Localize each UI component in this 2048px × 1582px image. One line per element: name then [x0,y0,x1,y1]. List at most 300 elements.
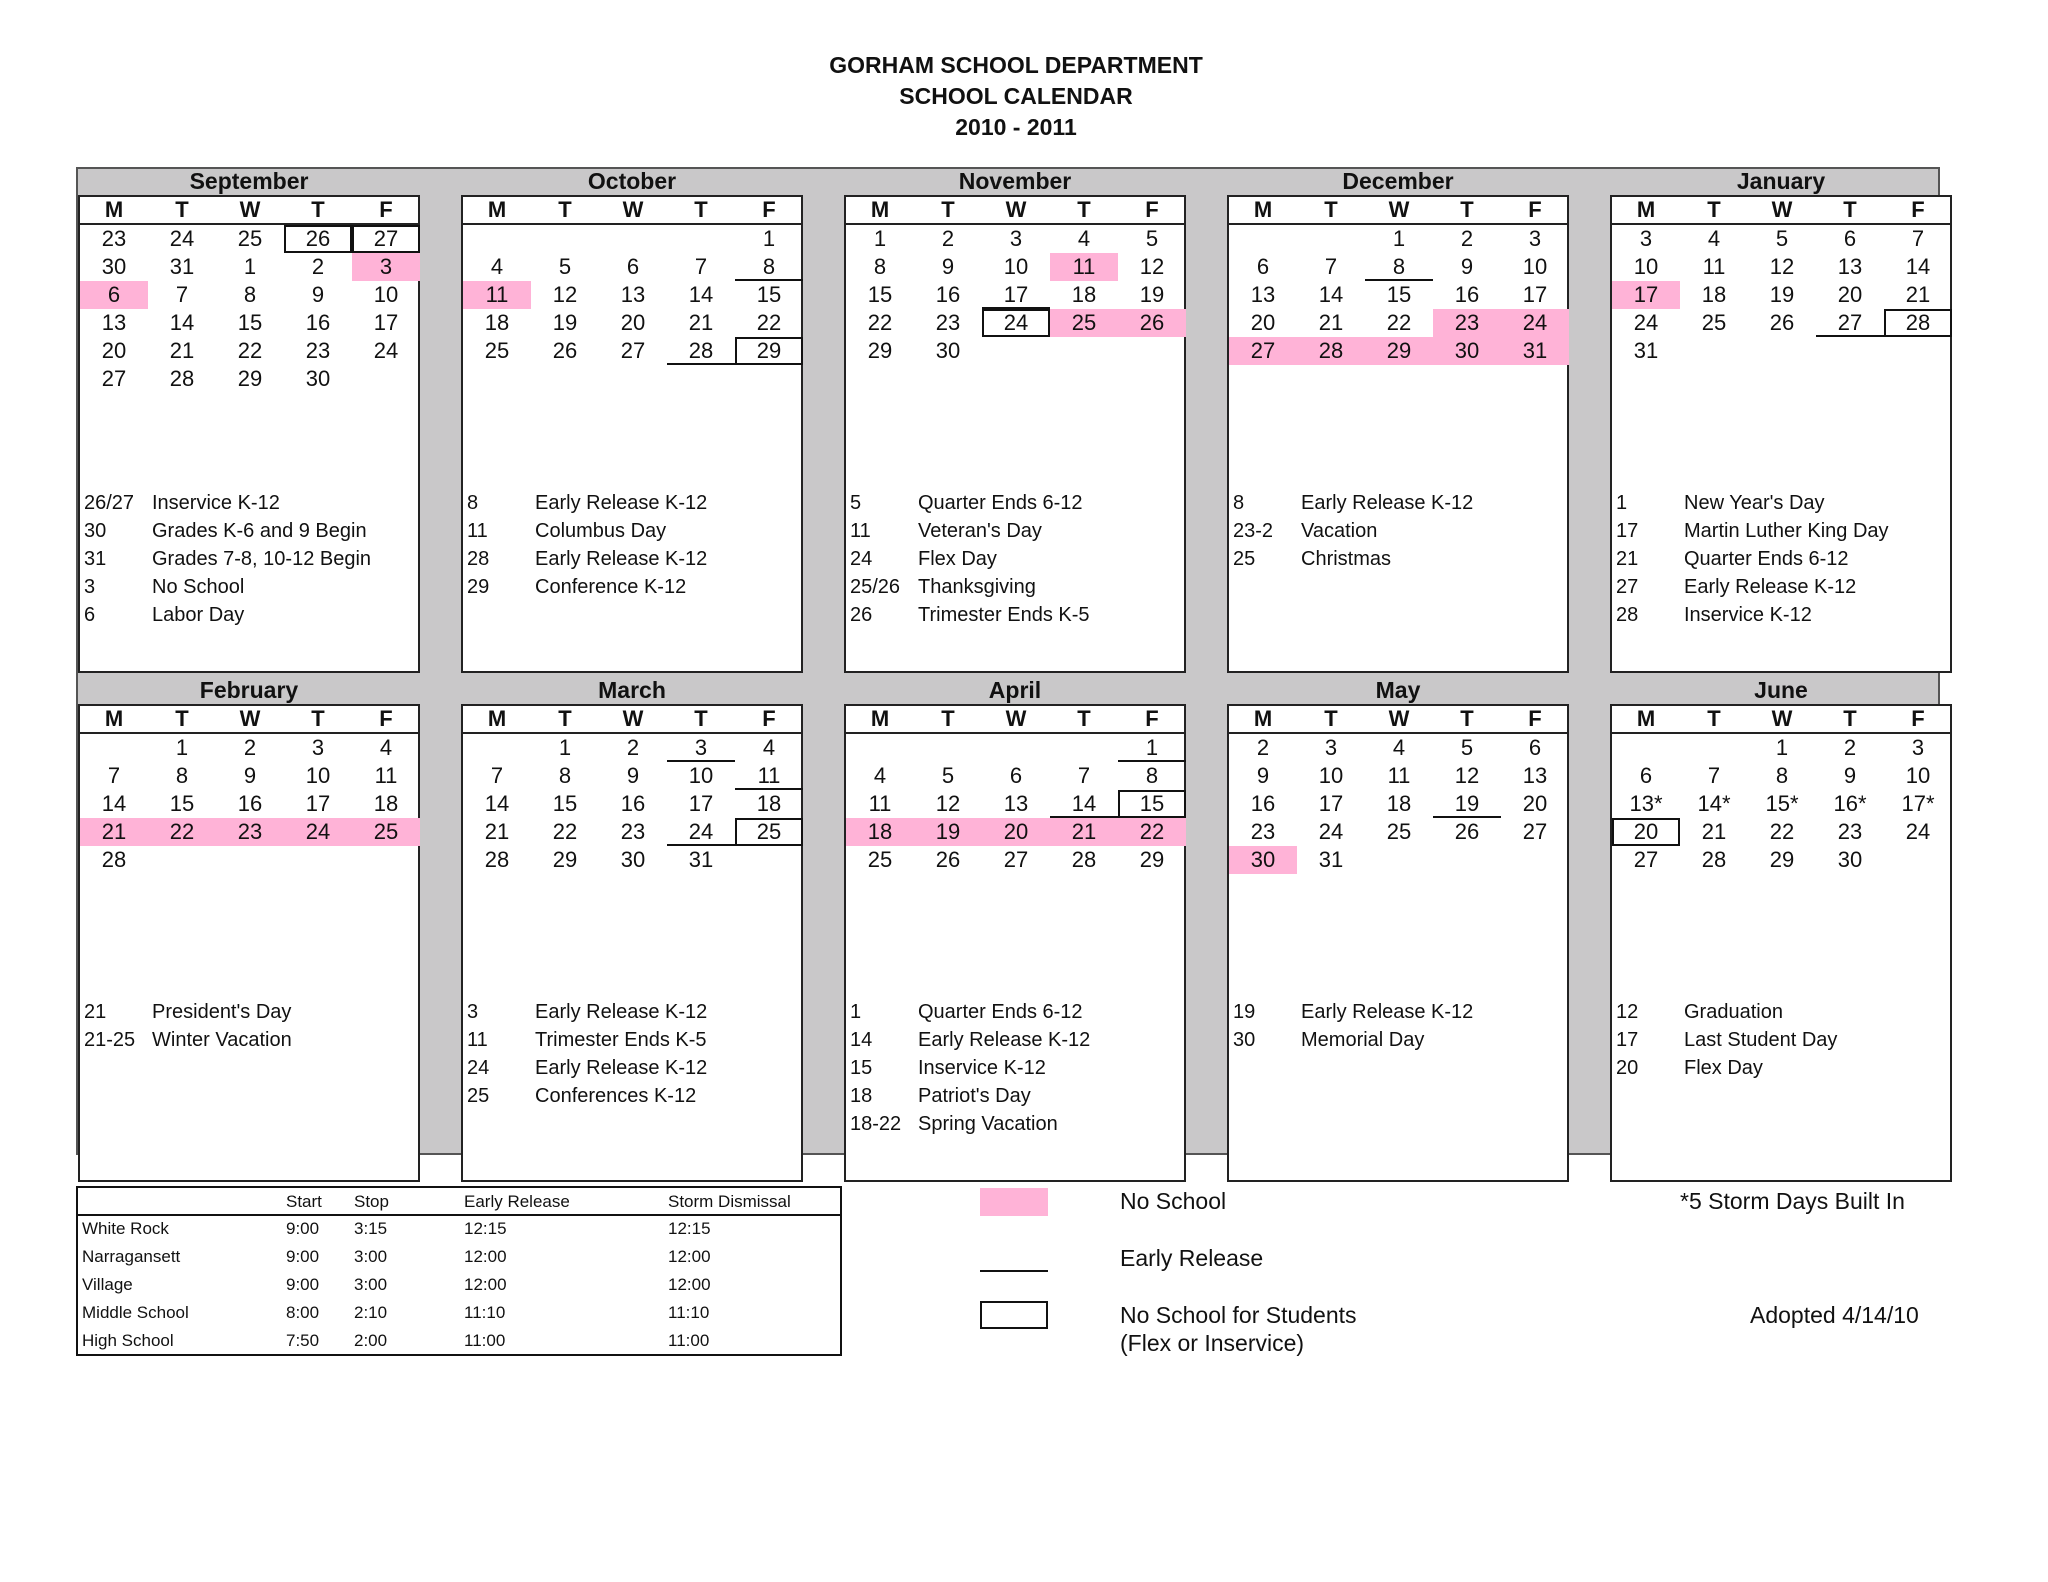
calendar-day: 15* [1765,791,1799,816]
month-panel [78,704,420,1182]
calendar-day: 27 [1229,337,1297,365]
school-times-table [76,1186,842,1356]
calendar-day: 6 [80,281,148,309]
schedule-cell: 9:00 [286,1275,320,1294]
event-description: Labor Day [152,604,245,626]
month-name: June [1754,677,1808,703]
schedule-school-name: White Rock [82,1219,169,1238]
weekday-label: T [941,706,955,731]
schedule-cell: 8:00 [286,1303,320,1322]
month-panel [1227,195,1569,673]
weekday-header [80,197,418,225]
event-description: Patriot's Day [918,1085,1031,1107]
calendar-event [1233,1026,1424,1054]
weekday-label: T [1843,197,1857,222]
weekday-label: T [941,197,955,222]
calendar-day: 1 [762,226,776,251]
calendar-day: 13* [1629,791,1663,816]
calendar-event [84,489,280,517]
calendar-day: 23 [216,818,284,846]
month-january [1610,167,1952,673]
schedule-school-name: Narragansett [82,1247,181,1266]
calendar-day: 3 [1911,735,1925,760]
month-panel [461,704,803,1182]
calendar-day: 19 [914,818,982,846]
weekday-label: W [239,706,261,731]
calendar-day: 3 [1639,226,1653,251]
calendar-day: 25 [352,818,420,846]
calendar-event [850,573,1036,601]
schedule-school-name: High School [82,1331,174,1350]
calendar-day: 14 [484,791,510,816]
calendar-day: 4 [873,763,887,788]
calendar-day: 30 [1229,846,1297,874]
calendar-event [850,489,1083,517]
calendar-day: 31 [1318,847,1344,872]
schedule-header: Stop [354,1192,389,1211]
calendar-day: 4 [762,735,776,760]
calendar-event [84,1026,292,1054]
event-date: 8 [1233,492,1245,514]
calendar-day: 15 [867,282,893,307]
weekday-label: W [1388,706,1410,731]
calendar-day: 25 [735,818,803,846]
calendar-day: 20 [620,310,646,335]
calendar-day: 10 [688,763,714,788]
no-school-swatch [980,1188,1048,1216]
calendar-day: 12 [1769,254,1795,279]
calendar-day: 15 [552,791,578,816]
calendar-day: 24 [667,818,735,846]
legend-no-school: No School [1120,1188,1227,1214]
weekday-label: M [104,706,124,731]
calendar-event [467,1082,696,1110]
weekday-header [1229,197,1567,225]
calendar-day: 21 [1905,282,1931,307]
calendar-day: 7 [107,763,121,788]
calendar-day: 1 [558,735,572,760]
weekday-label: W [1005,197,1027,222]
event-date: 8 [467,492,479,514]
event-description: New Year's Day [1684,492,1825,514]
calendar-day: 14* [1697,791,1731,816]
calendar-event [850,545,997,573]
calendar-day: 6 [1528,735,1542,760]
event-date: 1 [1616,492,1628,514]
month-march [461,676,803,1182]
calendar-day: 4 [1707,226,1721,251]
calendar-day: 14 [1050,790,1118,818]
month-name: March [598,677,666,703]
event-description: Early Release K-12 [1301,1001,1474,1023]
event-description: President's Day [152,1001,292,1023]
calendar-day: 23 [1837,819,1863,844]
calendar-day: 15 [237,310,263,335]
calendar-day: 27 [1816,309,1884,337]
calendar-day: 10 [1633,254,1659,279]
calendar-day: 16 [620,791,646,816]
calendar-day: 17 [305,791,331,816]
calendar-day: 27 [1003,847,1029,872]
weekday-label: F [1145,197,1159,222]
calendar-day: 27 [101,366,127,391]
event-date: 12 [1616,1001,1639,1023]
calendar-day: 7 [1077,763,1091,788]
event-description: Graduation [1684,1001,1783,1023]
calendar-day: 21 [1050,818,1118,846]
calendar-day: 31 [1501,337,1569,365]
weekday-label: M [487,197,507,222]
event-description: Trimester Ends K-5 [535,1029,707,1051]
calendar-day: 9 [311,282,325,307]
calendar-day: 2 [941,226,955,251]
calendar-day: 2 [1843,735,1857,760]
calendar-day: 16* [1833,791,1867,816]
calendar-grid [76,167,1940,1155]
event-description: Flex Day [918,548,997,570]
calendar-event [84,601,244,629]
calendar-day: 10 [1905,763,1931,788]
calendar-day: 25 [867,847,893,872]
calendar-day: 22 [1769,819,1795,844]
calendar-day: 26 [284,225,352,253]
calendar-day: 23 [1250,819,1276,844]
event-date: 23-2 [1233,520,1274,542]
calendar-day: 29 [867,338,893,363]
weekday-label: F [1528,706,1542,731]
calendar-day: 20 [1250,310,1276,335]
calendar-day: 26 [1769,310,1795,335]
weekday-label: M [104,197,124,222]
calendar-day: 22 [148,818,216,846]
calendar-day: 3 [1009,226,1023,251]
calendar-day: 3 [667,734,735,762]
calendar-event [467,517,666,545]
calendar-day: 2 [1256,735,1270,760]
calendar-day: 31 [169,254,195,279]
weekday-label: W [622,706,644,731]
calendar-day: 30 [101,254,127,279]
calendar-day: 22 [867,310,893,335]
event-description: Veteran's Day [918,520,1042,542]
calendar-day: 22 [1386,310,1412,335]
calendar-day: 27 [1633,847,1659,872]
calendar-day: 25 [1701,310,1727,335]
event-date: 1 [850,1001,862,1023]
event-date: 25/26 [850,576,901,598]
schedule-cell: 12:00 [668,1247,711,1266]
calendar-day: 16 [305,310,331,335]
calendar-day: 11 [374,763,398,788]
calendar-day: 21 [1701,819,1727,844]
weekday-label: T [1707,706,1721,731]
calendar-event [467,1026,707,1054]
calendar-day: 2 [1460,226,1474,251]
weekday-label: F [1911,706,1925,731]
event-description: Inservice K-12 [1684,604,1812,626]
calendar-day: 31 [1633,338,1659,363]
event-description: Thanksgiving [918,576,1036,598]
calendar-event [850,1110,1058,1138]
calendar-day: 20 [1522,791,1548,816]
calendar-day: 14 [1318,282,1344,307]
calendar-event [1233,517,1377,545]
calendar-event [1616,545,1849,573]
event-description: Grades K-6 and 9 Begin [152,520,367,542]
weekday-label: T [694,197,708,222]
calendar-day: 9 [1256,763,1270,788]
weekday-header [1612,197,1950,225]
schedule-header: Early Release [464,1192,570,1211]
event-date: 20 [1616,1057,1639,1079]
calendar-day: 1 [243,254,257,279]
calendar-day: 9 [1843,763,1857,788]
calendar-day: 23 [101,226,127,251]
calendar-day: 12 [1454,763,1480,788]
weekday-label: W [1771,197,1793,222]
calendar-day: 26 [1454,819,1480,844]
calendar-day: 3 [311,735,325,760]
calendar-day: 26 [935,847,961,872]
calendar-day: 4 [490,254,504,279]
calendar-event [1616,601,1812,629]
calendar-day: 14 [169,310,195,335]
schedule-cell: 9:00 [286,1219,320,1238]
event-description: Columbus Day [535,520,667,542]
weekday-label: T [1324,197,1338,222]
calendar-day: 5 [1145,226,1159,251]
calendar-day: 9 [941,254,955,279]
event-description: Grades 7-8, 10-12 Begin [152,548,372,570]
calendar-day: 5 [558,254,572,279]
weekday-label: M [1636,706,1656,731]
calendar-day: 13 [101,310,127,335]
calendar-day: 29 [237,366,263,391]
calendar-event [84,545,371,573]
calendar-day: 22 [237,338,263,363]
calendar-day: 10 [305,763,331,788]
schedule-header: Storm Dismissal [668,1192,791,1211]
event-date: 26/27 [84,492,135,514]
weekday-label: F [1145,706,1159,731]
month-panel [1610,704,1952,1182]
schedule-cell: 11:10 [668,1303,710,1322]
calendar-day: 18 [1386,791,1412,816]
title-line-1: GORHAM SCHOOL DEPARTMENT [829,52,1203,78]
month-october [461,167,803,673]
adopted-note: Adopted 4/14/10 [1750,1302,1919,1328]
calendar-event [467,573,686,601]
calendar-day: 29 [1365,337,1433,365]
calendar-day: 18 [373,791,399,816]
event-date: 17 [1616,520,1639,542]
calendar-day: 6 [626,254,640,279]
month-june [1610,676,1952,1182]
weekday-label: M [487,706,507,731]
calendar-event [1233,998,1473,1026]
weekday-label: T [1460,197,1474,222]
schedule-school-name: Village [82,1275,133,1294]
calendar-day: 18 [1071,282,1097,307]
event-date: 21-25 [84,1029,136,1051]
calendar-day: 21 [688,310,714,335]
calendar-day: 17 [1522,282,1548,307]
calendar-day: 1 [175,735,189,760]
calendar-day: 10 [373,282,399,307]
weekday-label: F [379,197,393,222]
calendar-day: 24 [1318,819,1344,844]
calendar-day: 12 [552,282,578,307]
calendar-day: 26 [552,338,578,363]
weekday-label: W [1005,706,1027,731]
calendar-day: 16 [935,282,961,307]
event-description: Winter Vacation [152,1029,292,1051]
calendar-event [84,998,291,1026]
schedule-cell: 11:00 [464,1331,506,1350]
weekday-label: T [1324,706,1338,731]
calendar-day: 30 [1837,847,1863,872]
calendar-day: 24 [1501,309,1569,337]
event-date: 18 [850,1085,873,1107]
event-date: 30 [84,520,107,542]
calendar-day: 27 [620,338,646,363]
event-description: Quarter Ends 6-12 [1684,548,1849,570]
calendar-day: 13 [1522,763,1548,788]
month-name: November [958,168,1072,194]
event-date: 11 [467,1029,488,1051]
event-date: 6 [84,604,96,626]
calendar-day: 6 [1256,254,1270,279]
calendar-event [1616,998,1783,1026]
calendar-day: 10 [1318,763,1344,788]
calendar-day: 29 [1139,847,1165,872]
calendar-day: 8 [175,763,189,788]
event-description: Early Release K-12 [535,1001,708,1023]
event-date: 29 [467,576,490,598]
schedule-cell: 11:00 [668,1331,710,1350]
event-date: 18-22 [850,1113,902,1135]
weekday-label: W [1388,197,1410,222]
calendar-day: 11 [868,791,892,816]
calendar-day: 13 [1250,282,1276,307]
event-date: 5 [850,492,862,514]
storm-days-note: *5 Storm Days Built In [1680,1188,1905,1214]
calendar-day: 28 [1297,337,1365,365]
calendar-event [850,1026,1090,1054]
calendar-day: 10 [1522,254,1548,279]
schedule-cell: 12:00 [668,1275,711,1294]
calendar-day: 10 [1003,254,1029,279]
calendar-day: 16 [1250,791,1276,816]
schedule-cell: 12:00 [464,1247,507,1266]
calendar-event [850,517,1042,545]
event-description: Last Student Day [1684,1029,1838,1051]
schedule-cell: 3:00 [354,1275,388,1294]
calendar-day: 15 [1386,282,1412,307]
calendar-day: 12 [1139,254,1165,279]
weekday-label: M [1636,197,1656,222]
schedule-cell: 3:15 [354,1219,388,1238]
weekday-label: T [558,706,572,731]
calendar-day: 17 [1612,281,1680,309]
schedule-cell: 3:00 [354,1247,388,1266]
calendar-day: 3 [1528,226,1542,251]
calendar-day: 1 [1775,735,1789,760]
schedule-cell: 12:15 [668,1219,711,1238]
month-name: May [1375,677,1421,703]
weekday-label: T [175,197,189,222]
calendar-day: 17* [1901,791,1935,816]
calendar-day: 4 [379,735,393,760]
calendar-day: 21 [169,338,195,363]
calendar-day: 8 [243,282,257,307]
calendar-day: 30 [935,338,961,363]
month-may [1227,676,1569,1182]
event-date: 28 [1616,604,1639,626]
calendar-day: 21 [80,818,148,846]
calendar-event [1233,545,1391,573]
calendar-day: 23 [305,338,331,363]
weekday-label: F [379,706,393,731]
event-description: Inservice K-12 [918,1057,1046,1079]
calendar-day: 9 [1460,254,1474,279]
calendar-day: 16 [237,791,263,816]
event-description: Quarter Ends 6-12 [918,492,1083,514]
calendar-day: 13 [620,282,646,307]
schedule-cell: 7:50 [286,1331,320,1350]
event-date: 31 [84,548,107,570]
calendar-event [1616,489,1825,517]
calendar-day: 18 [484,310,510,335]
calendar-day: 14 [1905,254,1931,279]
calendar-day: 20 [1837,282,1863,307]
month-november [844,167,1186,673]
calendar-day: 24 [169,226,195,251]
weekday-label: F [1528,197,1542,222]
weekday-label: F [1911,197,1925,222]
weekday-label: M [1253,197,1273,222]
calendar-day: 25 [484,338,510,363]
calendar-day: 30 [305,366,331,391]
calendar-day: 17 [373,310,399,335]
title-line-2: SCHOOL CALENDAR [899,83,1133,109]
calendar-day: 20 [1612,818,1680,846]
event-date: 14 [850,1029,873,1051]
event-description: Vacation [1301,520,1378,542]
calendar-day: 26 [1118,309,1186,337]
event-description: Spring Vacation [918,1113,1058,1135]
calendar-day: 7 [694,254,708,279]
calendar-day: 8 [1365,253,1433,281]
event-date: 3 [467,1001,479,1023]
weekday-label: T [1460,706,1474,731]
calendar-day: 20 [101,338,127,363]
calendar-day: 28 [667,337,735,365]
schedule-cell: 9:00 [286,1247,320,1266]
calendar-day: 29 [1769,847,1795,872]
calendar-event [467,998,707,1026]
month-name: April [988,677,1042,703]
calendar-day: 23 [620,819,646,844]
calendar-day: 15 [169,791,195,816]
weekday-label: M [870,197,890,222]
calendar-day: 30 [1433,337,1501,365]
event-description: Quarter Ends 6-12 [918,1001,1083,1023]
event-date: 17 [1616,1029,1639,1051]
calendar-day: 19 [1433,790,1501,818]
event-date: 27 [1616,576,1639,598]
event-description: Christmas [1301,548,1392,570]
